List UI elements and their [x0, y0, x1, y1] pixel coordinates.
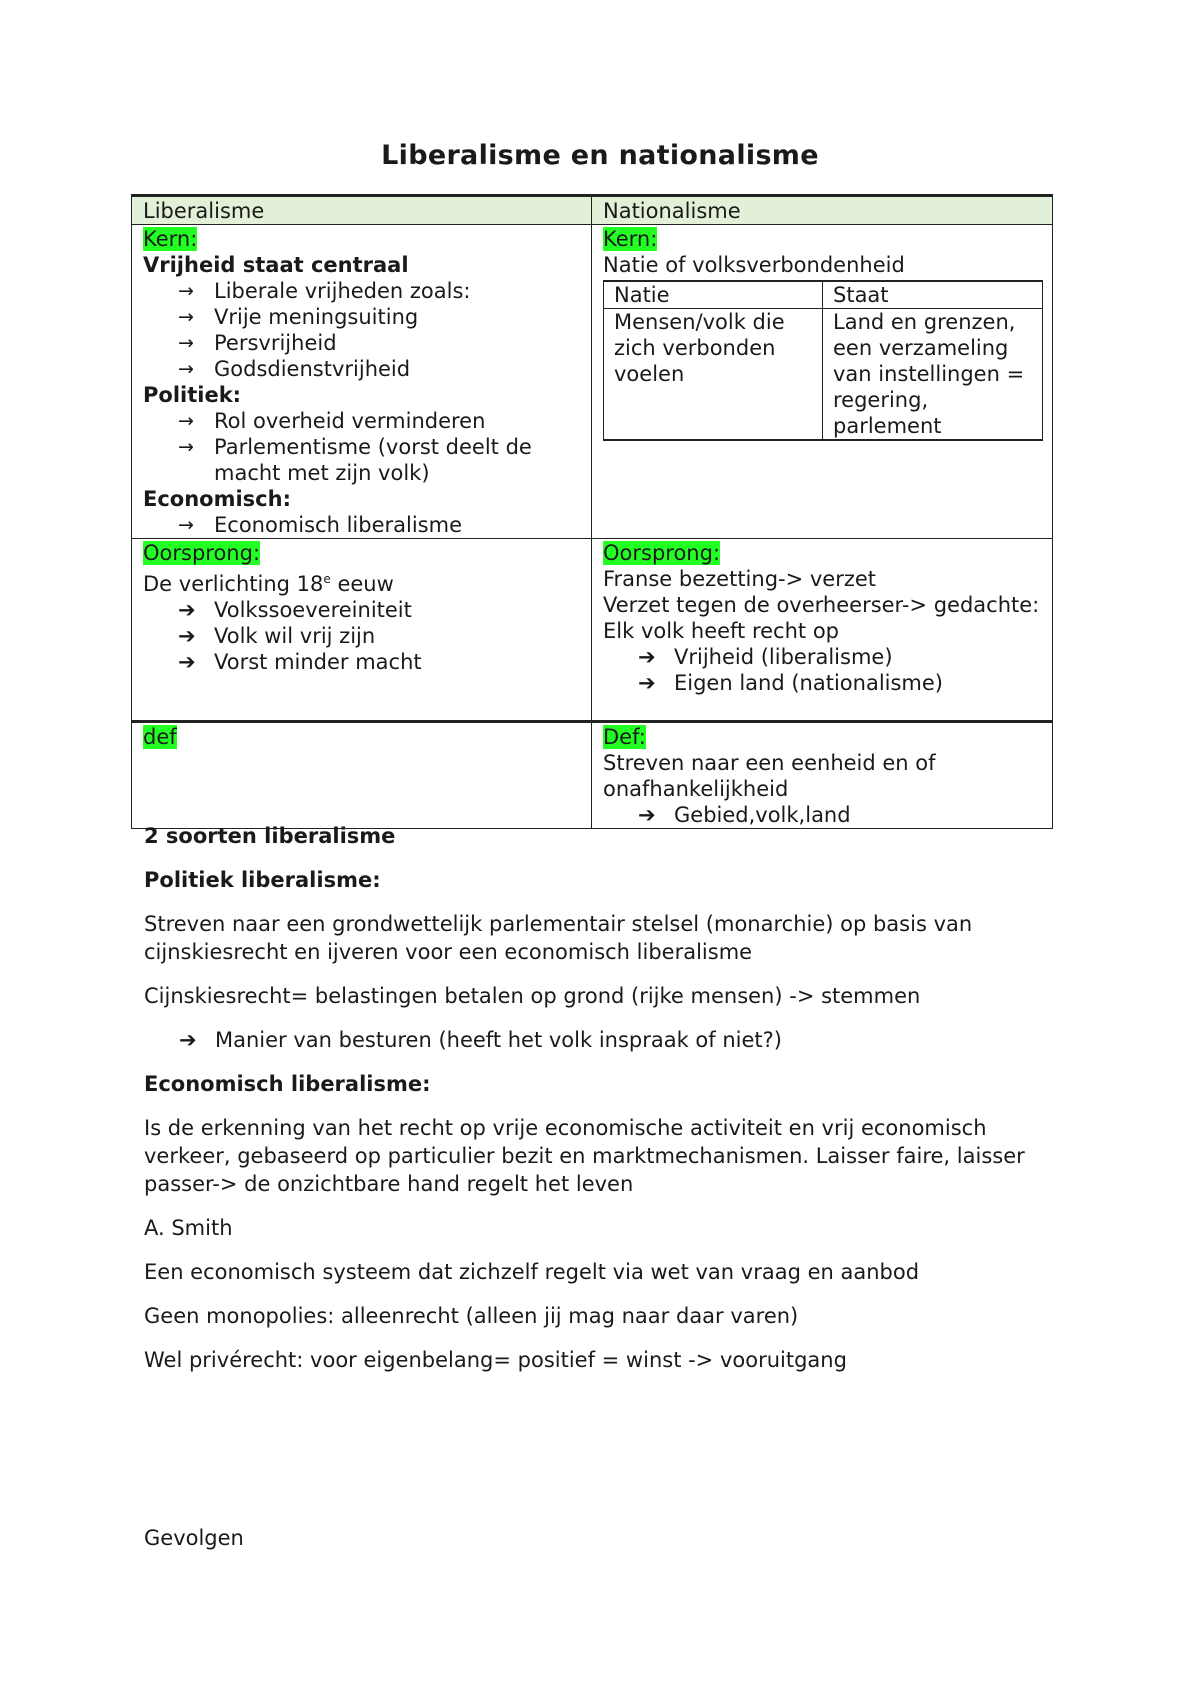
list-item: ➔ Manier van besturen (heeft het volk inspraak of niet?) — [179, 1028, 782, 1052]
paragraph: Geen monopolies: alleenrecht (alleen jij mag naar daar varen) — [144, 1304, 799, 1328]
natie-staat-table — [603, 280, 1043, 441]
arrow-icon: → — [178, 410, 194, 432]
list-item: ➔ Vorst minder macht — [178, 650, 422, 674]
column-header-liberalisme: Liberalisme — [132, 196, 592, 225]
comparison-table — [131, 194, 1053, 829]
list-item: → Parlementisme (vorst deelt de macht met zijn volk) — [178, 435, 532, 485]
body-text — [144, 822, 1044, 1390]
kern-text: Natie of volksverbondenheid — [603, 253, 905, 277]
table-row-oorsprong — [132, 539, 1053, 722]
label-oorsprong: Oorsprong: — [603, 541, 721, 565]
cell-nationalisme-kern — [592, 225, 1053, 539]
economisch-label: Economisch: — [143, 487, 291, 511]
list-item: ➔ Volkssoevereiniteit — [178, 598, 412, 622]
label-kern: Kern: — [143, 227, 198, 251]
list-item: ➔ Volk wil vrij zijn — [178, 624, 376, 648]
bold-arrow-icon: ➔ — [638, 803, 656, 827]
def-text: Streven naar een eenheid en of onafhankelijkheid — [603, 751, 936, 801]
heading-economisch: Economisch liberalisme: — [144, 1072, 431, 1096]
bold-arrow-icon: ➔ — [178, 598, 196, 622]
cell-liberalisme-kern — [132, 225, 592, 539]
arrow-icon: → — [178, 358, 194, 380]
label-oorsprong: Oorsprong: — [143, 541, 261, 565]
cell-liberalisme-oorsprong — [132, 539, 592, 722]
footer-text: Gevolgen — [144, 1526, 244, 1550]
label-def: def — [143, 725, 177, 749]
list-item: → Liberale vrijheden zoals: — [178, 279, 471, 303]
bold-arrow-icon: ➔ — [178, 624, 196, 648]
paragraph: Is de erkenning van het recht op vrije economische activiteit en vrij economisch verkeer, gebaseerd op particulier bezit en marktmechanismen. Laisser faire, laisser passer-> de onzichtbare hand regelt het leven — [144, 1116, 1025, 1196]
table-row-def — [132, 722, 1053, 829]
arrow-icon: → — [178, 280, 194, 302]
list-item: → Persvrijheid — [178, 331, 337, 355]
bold-arrow-icon: ➔ — [638, 645, 656, 669]
list-item: ➔ Gebied,volk,land — [638, 803, 851, 827]
heading-soorten: 2 soorten liberalisme — [144, 824, 396, 848]
arrow-icon: → — [178, 332, 194, 354]
cell-nationalisme-oorsprong — [592, 539, 1053, 722]
heading-politiek: Politiek liberalisme: — [144, 868, 381, 892]
paragraph: Streven naar een grondwettelijk parlementair stelsel (monarchie) op basis van cijnskiesrecht en ijveren voor een economisch liberalisme — [144, 912, 973, 964]
inner-header-staat: Staat — [823, 281, 1043, 309]
arrow-icon: → — [178, 306, 194, 328]
list-item: → Godsdienstvrijheid — [178, 357, 411, 381]
list-item: → Rol overheid verminderen — [178, 409, 486, 433]
oorsprong-line: Verzet tegen de overheerser-> gedachte: — [603, 593, 1040, 617]
bold-arrow-icon: ➔ — [179, 1028, 197, 1052]
list-item: → Economisch liberalisme — [178, 513, 462, 537]
column-header-nationalisme: Nationalisme — [592, 196, 1053, 225]
label-def: Def: — [603, 725, 646, 749]
inner-cell-natie: Mensen/volk die zich verbonden voelen — [604, 309, 823, 441]
oorsprong-text: De verlichting 18e eeuw — [143, 572, 394, 596]
list-item: ➔ Vrijheid (liberalisme) — [638, 645, 893, 669]
inner-cell-staat: Land en grenzen, een verzameling van instellingen = regering, parlement — [823, 309, 1043, 441]
label-kern: Kern: — [603, 227, 658, 251]
page-title: Liberalisme en nationalisme — [381, 140, 819, 171]
kern-heading: Vrijheid staat centraal — [143, 253, 409, 277]
politiek-label: Politiek: — [143, 383, 242, 407]
inner-header-natie: Natie — [604, 281, 823, 309]
cell-nationalisme-def — [592, 722, 1053, 829]
oorsprong-line: Franse bezetting-> verzet — [603, 567, 877, 591]
oorsprong-line: Elk volk heeft recht op — [603, 619, 840, 643]
cell-liberalisme-def — [132, 722, 592, 829]
arrow-icon: → — [178, 436, 194, 458]
paragraph: A. Smith — [144, 1216, 233, 1240]
paragraph: Wel privérecht: voor eigenbelang= positief = winst -> vooruitgang — [144, 1348, 847, 1372]
bold-arrow-icon: ➔ — [638, 671, 656, 695]
table-row-kern — [132, 225, 1053, 539]
list-item: ➔ Eigen land (nationalisme) — [638, 671, 944, 695]
bold-arrow-icon: ➔ — [178, 650, 196, 674]
paragraph: Een economisch systeem dat zichzelf regelt via wet van vraag en aanbod — [144, 1260, 920, 1284]
list-item: → Vrije meningsuiting — [178, 305, 419, 329]
arrow-icon: → — [178, 514, 194, 536]
paragraph: Cijnskiesrecht= belastingen betalen op grond (rijke mensen) -> stemmen — [144, 984, 921, 1008]
